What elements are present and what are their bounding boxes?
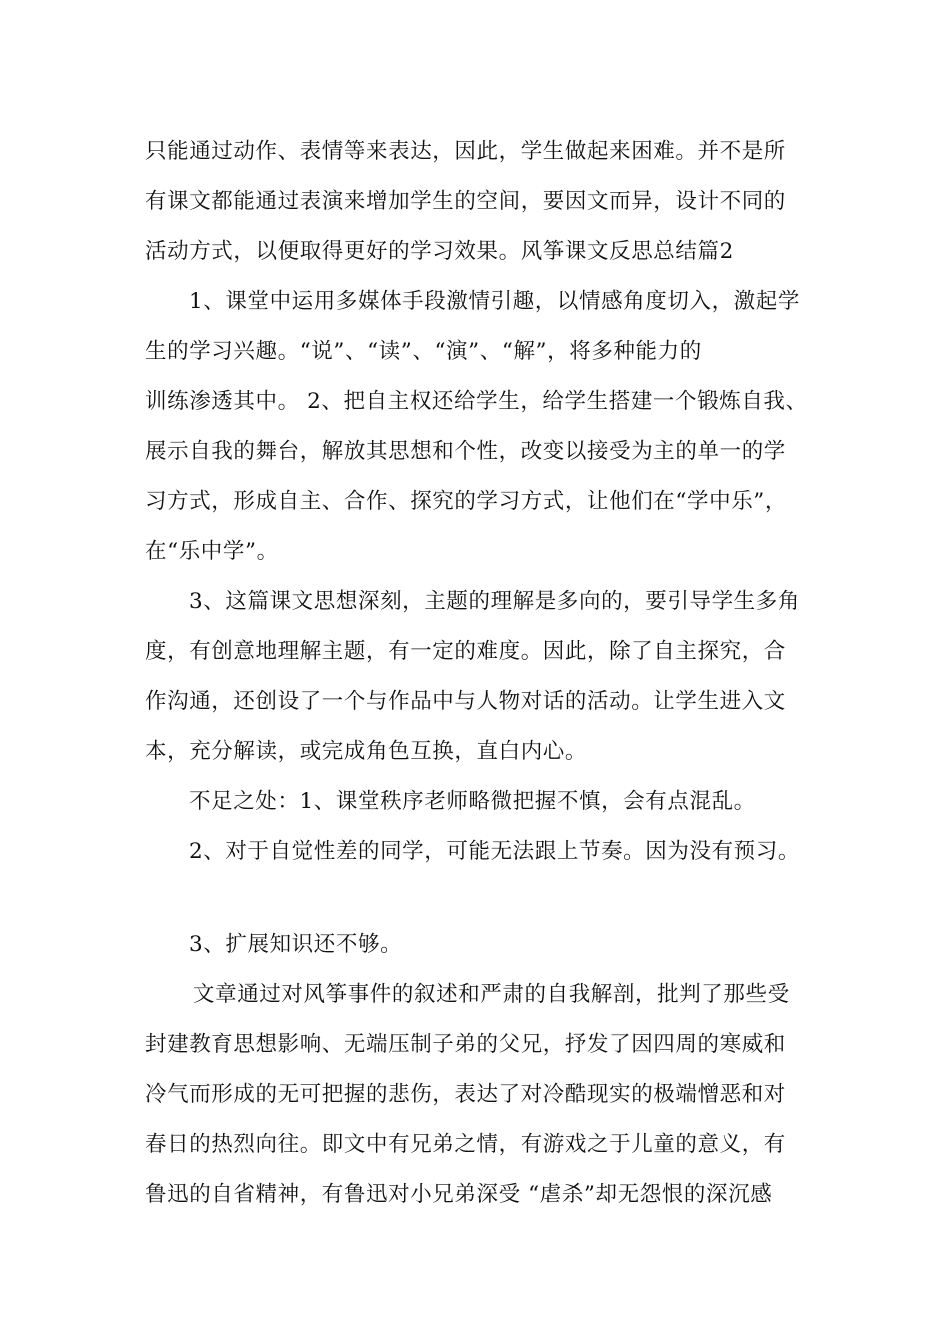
text-line: 文章通过对风筝事件的叙述和严肃的自我解剖，批判了那些受 — [193, 982, 790, 1007]
text-line: 3、扩展知识还不够。 — [189, 932, 403, 957]
text-line: 习方式，形成自主、合作、探究的学习方式，让他们在“学中乐”， — [145, 489, 787, 514]
text-line: 生的学习兴趣。“说”、“读”、“演”、“解”，将多种能力的 — [145, 339, 702, 364]
text-line: 训练渗透其中。 2、把自主权还给学生，给学生搭建一个锻炼自我、 — [145, 389, 808, 414]
text-line: 冷气而形成的无可把握的悲伤，表达了对冷酷现实的极端憎恶和对 — [145, 1082, 786, 1107]
text-line: 本，充分解读，或完成角色互换，直白内心。 — [145, 739, 588, 764]
text-line: 有课文都能通过表演来增加学生的空间，要因文而异，设计不同的 — [145, 189, 786, 214]
text-line: 3、这篇课文思想深刻，主题的理解是多向的，要引导学生多角 — [189, 589, 800, 614]
text-line: 活动方式，以便取得更好的学习效果。风筝课文反思总结篇2 — [145, 239, 734, 264]
text-line: 展示自我的舞台，解放其思想和个性，改变以接受为主的单一的学 — [145, 439, 786, 464]
text-line: 度，有创意地理解主题，有一定的难度。因此，除了自主探究，合 — [145, 639, 786, 664]
text-line: 2、对于自觉性差的同学，可能无法跟上节奏。因为没有预习。 — [189, 839, 800, 864]
text-line: 不足之处：1、课堂秩序老师略微把握不慎，会有点混乱。 — [189, 789, 756, 814]
text-line: 作沟通，还创设了一个与作品中与人物对话的活动。让学生进入文 — [145, 689, 786, 714]
text-line: 鲁迅的自省精神，有鲁迅对小兄弟深受 “虐杀”却无怨恨的深沉感 — [145, 1182, 773, 1207]
text-line: 1、课堂中运用多媒体手段激情引趣，以情感角度切入，激起学 — [189, 289, 800, 314]
text-line: 春日的热烈向往。即文中有兄弟之情，有游戏之于儿童的意义，有 — [145, 1132, 786, 1157]
text-line: 在“乐中学”。 — [145, 539, 279, 564]
text-line: 只能通过动作、表情等来表达，因此，学生做起来困难。并不是所 — [145, 139, 786, 164]
text-line: 封建教育思想影响、无端压制子弟的父兄，抒发了因四周的寒威和 — [145, 1032, 786, 1057]
